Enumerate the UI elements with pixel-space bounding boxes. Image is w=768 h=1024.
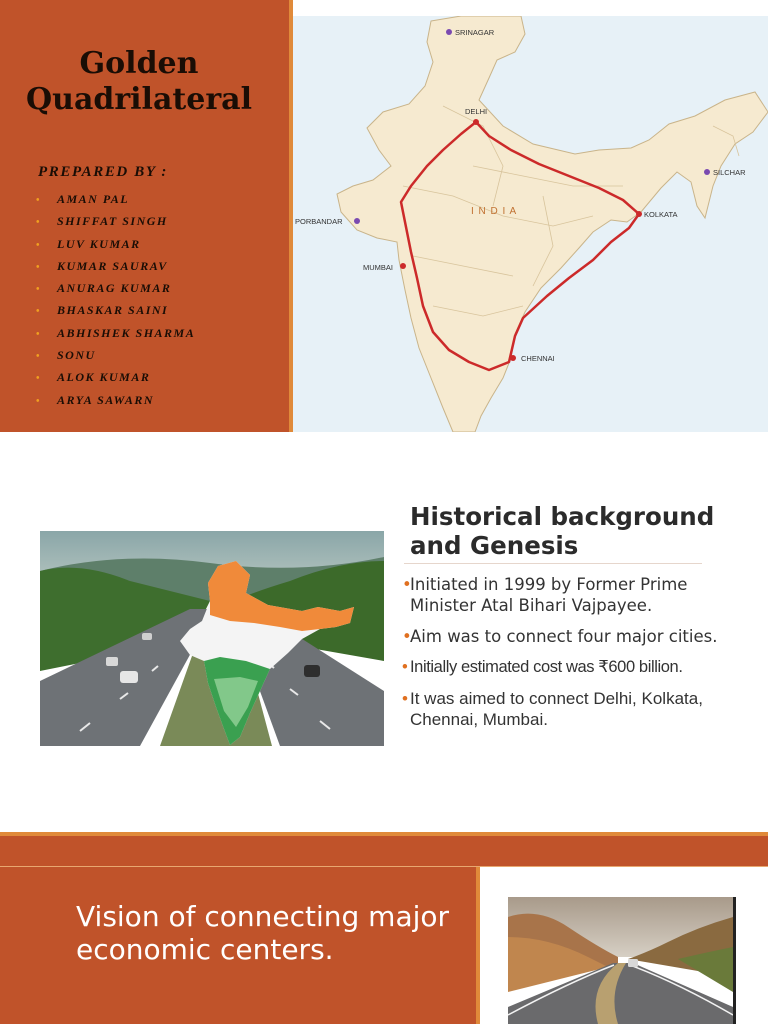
author-item <box>36 210 195 232</box>
bullet-icon: • <box>36 239 42 251</box>
slide-title <box>0 0 768 432</box>
bullet-icon: • <box>36 306 42 318</box>
highway-india-photo <box>40 531 384 746</box>
city-dot-silchar <box>704 169 710 175</box>
author-name: ANURAG KUMAR <box>57 281 172 296</box>
city-dot-delhi <box>473 119 479 125</box>
author-name: KUMAR SAURAV <box>57 258 168 273</box>
list-item <box>402 688 742 730</box>
bullet-text: Initiated in 1999 by Former Prime Minister Atal Bihari Vajpayee. <box>410 575 688 615</box>
author-item <box>36 299 195 321</box>
expressway-photo <box>508 897 736 1024</box>
author-name: SHIFFAT SINGH <box>57 214 168 229</box>
bullet-icon: • <box>402 627 412 646</box>
accent-stripe <box>476 867 480 1024</box>
author-item <box>36 344 195 366</box>
slide-history <box>0 432 768 832</box>
bullet-icon: • <box>402 658 408 676</box>
author-name: ARYA SAWARN <box>57 392 155 407</box>
slide-vision <box>0 832 768 1024</box>
author-name: LUV KUMAR <box>57 236 141 251</box>
title-line-1: Golden <box>79 46 199 81</box>
country-label: I N D I A <box>471 206 518 217</box>
author-item <box>36 366 195 388</box>
author-list <box>36 188 195 411</box>
map-svg <box>293 16 768 432</box>
bullet-icon: • <box>36 351 42 363</box>
bullet-text: It was aimed to connect Delhi, Kolkata, Chennai, Mumbai. <box>410 689 703 729</box>
author-item <box>36 322 195 344</box>
city-dot-chennai <box>510 355 516 361</box>
bullet-icon: • <box>402 689 408 708</box>
city-label-porbandar: PORBANDAR <box>295 217 343 226</box>
title-line-2: Quadrilateral <box>26 82 252 117</box>
city-label-silchar: SILCHAR <box>713 168 746 177</box>
bullet-icon: • <box>36 395 42 407</box>
city-dot-kolkata <box>636 211 642 217</box>
presentation-title <box>14 46 264 118</box>
bullet-text: Initially estimated cost was ₹600 billion. <box>410 658 683 676</box>
city-dot-porbandar <box>354 218 360 224</box>
bullet-icon: • <box>36 261 42 273</box>
author-item <box>36 277 195 299</box>
vision-text: Vision of connecting major economic centers. <box>76 900 450 966</box>
prepared-by-label: PREPARED BY : <box>38 164 168 180</box>
author-name: ABHISHEK SHARMA <box>57 325 196 340</box>
header-band <box>0 836 768 866</box>
author-item <box>36 389 195 411</box>
author-name: SONU <box>57 348 96 363</box>
city-label-mumbai: MUMBAI <box>363 263 393 272</box>
bullet-icon: • <box>36 328 42 340</box>
author-name: BHASKAR SAINI <box>57 303 169 318</box>
bullet-icon: • <box>36 284 42 296</box>
bullet-text: Aim was to connect four major cities. <box>410 627 718 646</box>
author-item <box>36 255 195 277</box>
expressway-photo-svg <box>508 897 733 1024</box>
history-bullet-list <box>402 574 742 730</box>
bullet-icon: • <box>36 195 42 206</box>
city-label-srinagar: SRINAGAR <box>455 28 495 37</box>
author-name: AMAN PAL <box>57 192 130 206</box>
heading-divider <box>404 563 702 564</box>
author-name: ALOK KUMAR <box>57 370 151 385</box>
city-dot-mumbai <box>400 263 406 269</box>
city-label-chennai: CHENNAI <box>521 354 555 363</box>
highway-photo-svg <box>40 531 384 746</box>
city-label-kolkata: KOLKATA <box>644 210 678 219</box>
list-item <box>402 657 742 678</box>
list-item <box>402 626 742 647</box>
bullet-icon: • <box>36 373 42 385</box>
city-label-delhi: DELHI <box>465 107 488 116</box>
section-heading: Historical background and Genesis <box>410 502 715 560</box>
india-landmass <box>337 16 768 432</box>
title-panel <box>0 0 289 432</box>
author-item <box>36 188 195 210</box>
author-item <box>36 233 195 255</box>
india-route-map <box>293 16 768 432</box>
list-item <box>402 574 742 616</box>
bullet-icon: • <box>36 217 42 229</box>
city-dot-srinagar <box>446 29 452 35</box>
bullet-icon: • <box>402 575 412 594</box>
